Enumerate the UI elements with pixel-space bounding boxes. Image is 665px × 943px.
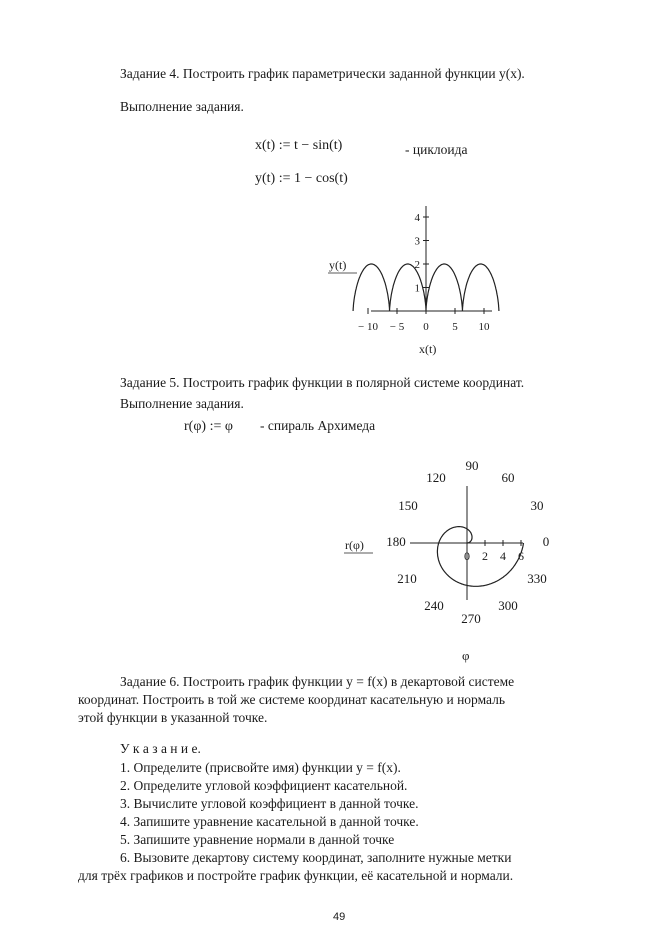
- polar-angle-tick-label: 240: [424, 598, 444, 613]
- polar-angle-tick-label: 120: [426, 470, 446, 485]
- polar-angle-tick-label: 150: [398, 498, 418, 513]
- spiral-note: - спираль Архимеда: [260, 418, 376, 433]
- cycloid-y-tick-label: 4: [414, 212, 420, 224]
- cycloid-xlabel: x(t): [419, 342, 437, 356]
- cycloid-y-tick-label: 1: [414, 282, 420, 295]
- polar-angle-tick-label: 300: [498, 598, 518, 613]
- step-4: 4. Запишите уравнение касательной в данной точке.: [120, 814, 419, 829]
- cycloid-note: - циклоида: [405, 142, 468, 157]
- polar-angle-tick-label: 30: [530, 498, 544, 513]
- y-definition: y(t) := 1 − cos(t): [255, 171, 348, 186]
- polar-angle-tick-label: 60: [501, 470, 515, 485]
- spiral-curve: [437, 527, 523, 587]
- step-3: 3. Вычислите угловой коэффициент в данной точке.: [120, 796, 419, 811]
- page-number: 49: [333, 911, 346, 923]
- hint-title: У к а з а н и е.: [120, 741, 201, 756]
- step-5: 5. Запишите уравнение нормали в данной точке: [120, 832, 395, 847]
- polar-r-tick-label: 2: [482, 549, 488, 563]
- cycloid-y-tick-label: 3: [414, 235, 420, 248]
- polar-angle-tick-label: 0: [542, 534, 550, 549]
- cycloid-x-tick-label: 10: [478, 321, 490, 333]
- polar-angle-tick-label: 180: [386, 534, 406, 549]
- polar-angle-tick-label: 90: [465, 458, 479, 473]
- task4-execution: Выполнение задания.: [120, 99, 244, 114]
- step-6-line2: для трёх графиков и постройте график функции, её касательной и нормали.: [78, 868, 514, 883]
- cycloid-x-tick-label: − 10: [358, 321, 378, 333]
- task6-line3: этой функции в указанной точке.: [78, 710, 268, 725]
- task4-heading: Задание 4. Построить график параметрически заданной функции y(x).: [120, 66, 525, 81]
- polar-rlabel: r(φ): [345, 538, 364, 552]
- task6-line2: координат. Построить в той же системе координат касательную и нормаль: [78, 692, 506, 707]
- cycloid-x-tick-label: − 5: [389, 321, 405, 333]
- step-2: 2. Определите угловой коэффициент касательной.: [120, 778, 408, 793]
- cycloid-y-tick-label: 2: [414, 259, 420, 271]
- cycloid-x-tick-label: 5: [452, 321, 458, 333]
- polar-r-tick-label: 0: [464, 549, 470, 563]
- polar-r-tick-label: 4: [500, 549, 506, 563]
- cycloid-ylabel: y(t): [329, 258, 347, 272]
- r-definition: r(φ) := φ: [184, 419, 233, 434]
- polar-angle-tick-label: 210: [397, 571, 417, 586]
- task5-execution: Выполнение задания.: [120, 396, 244, 411]
- step-1: 1. Определите (присвойте имя) функции y = f(x).: [120, 760, 401, 775]
- x-definition: x(t) := t − sin(t): [255, 138, 343, 153]
- step-6-line1: 6. Вызовите декартову систему координат, заполните нужные метки: [120, 850, 512, 865]
- task5-heading: Задание 5. Построить график функции в полярной системе координат.: [120, 375, 525, 390]
- task6-line1: Задание 6. Построить график функции y = f(x) в декартовой системе: [120, 674, 515, 689]
- polar-angle-tick-label: 330: [527, 571, 547, 586]
- cycloid-x-tick-label: 0: [423, 321, 429, 333]
- polar-angle-tick-label: 270: [461, 611, 481, 626]
- polar-r-tick-label: 6: [518, 549, 524, 563]
- polar-angle-label: φ: [462, 648, 470, 663]
